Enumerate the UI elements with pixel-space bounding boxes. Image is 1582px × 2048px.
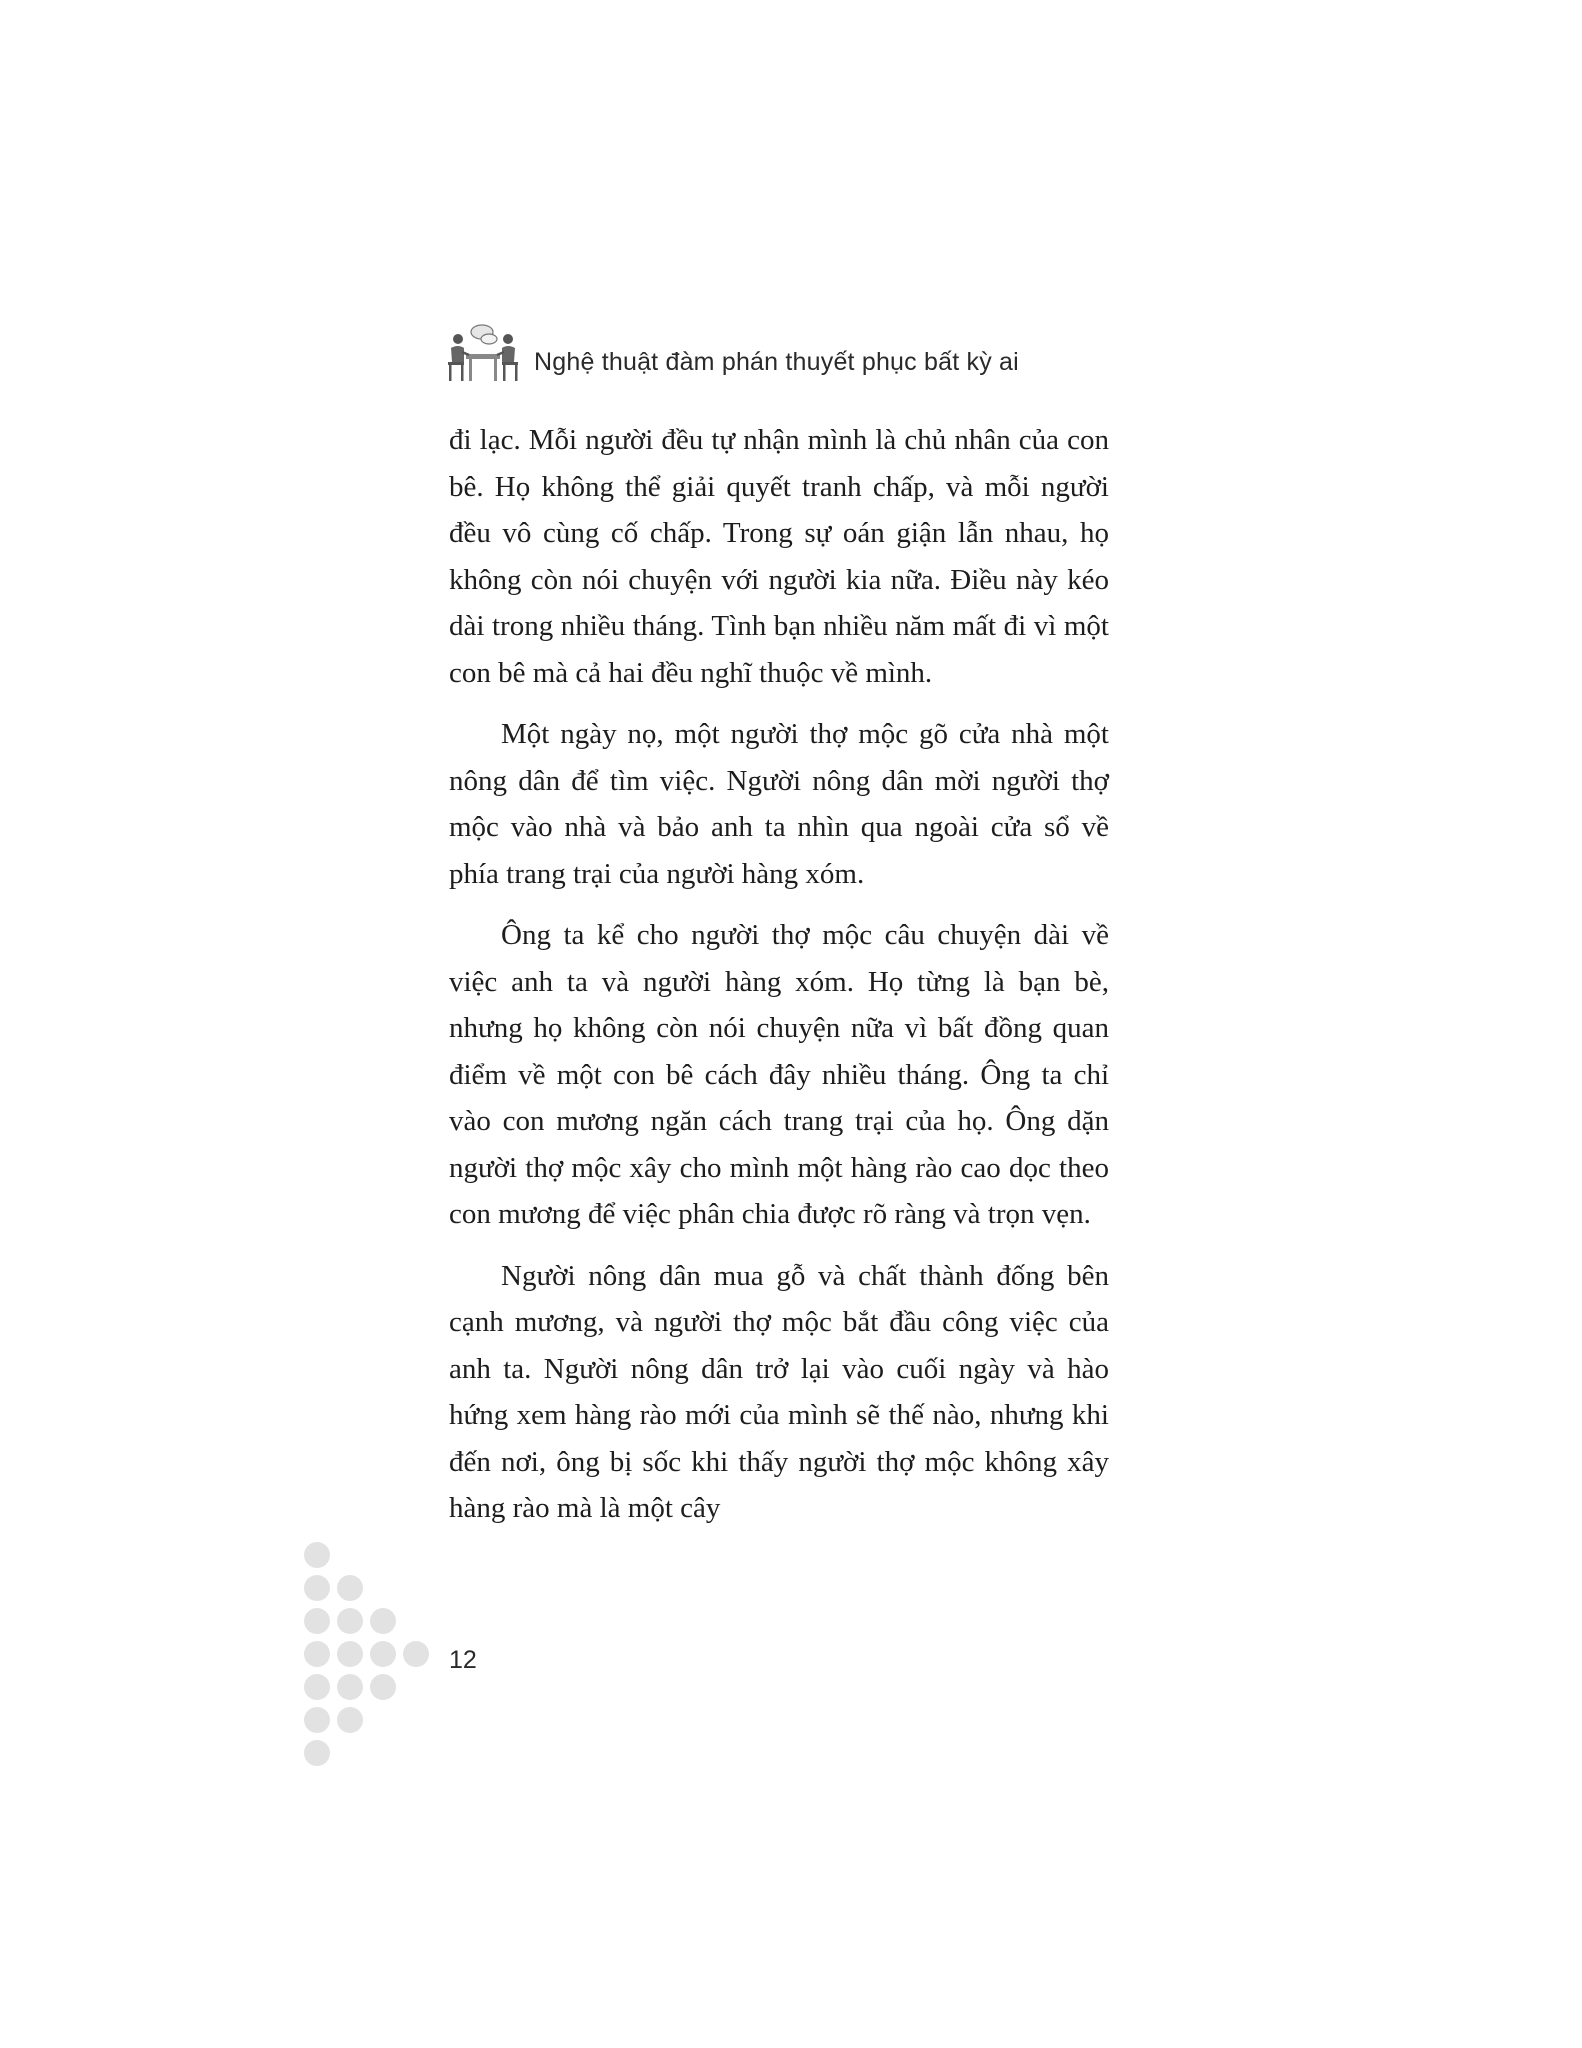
running-header	[442, 320, 1019, 390]
paragraph: Người nông dân mua gỗ và chất thành đống bên cạnh mương, và người thợ mộc bắt đầu công việc của anh ta. Người nông dân trở lại vào cuối ngày và hào hứng xem hàng rào mới của mình sẽ thế nào, nhưng khi đến nơi, ông bị sốc khi thấy người thợ mộc không xây hàng rào mà là một cây	[449, 1259, 1109, 1524]
page-number: 12	[449, 1646, 477, 1674]
paragraph: đi lạc. Mỗi người đều tự nhận mình là chủ nhân của con bê. Họ không thể giải quyết tranh chấp, và mỗi người đều vô cùng cố chấp. Trong sự oán giận lẫn nhau, họ không còn nói chuyện với người kia nữa. Điều này kéo dài trong nhiều tháng. Tình bạn nhiều năm mất đi vì một con bê mà cả hai đều nghĩ thuộc về mình.	[449, 424, 1109, 689]
body-text	[449, 417, 1109, 1547]
book-title: Nghệ thuật đàm phán thuyết phục bất kỳ ai	[534, 347, 1019, 376]
paragraph: Ông ta kể cho người thợ mộc câu chuyện dài về việc anh ta và người hàng xóm. Họ từng là bạn bè, nhưng họ không còn nói chuyện nữa vì bất đồng quan điểm về một con bê cách đây nhiều tháng. Ông ta chỉ vào con mương ngăn cách trang trại của họ. Ông dặn người thợ mộc xây cho mình một hàng rào cao dọc theo con mương để việc phân chia được rõ ràng và trọn vẹn.	[449, 919, 1109, 1230]
dot-pattern-decoration	[302, 1540, 452, 1790]
two-people-negotiating-icon	[442, 322, 524, 388]
paragraph: Một ngày nọ, một người thợ mộc gõ cửa nhà một nông dân để tìm việc. Người nông dân mời người thợ mộc vào nhà và bảo anh ta nhìn qua ngoài cửa sổ về phía trang trại của người hàng xóm.	[449, 718, 1109, 890]
